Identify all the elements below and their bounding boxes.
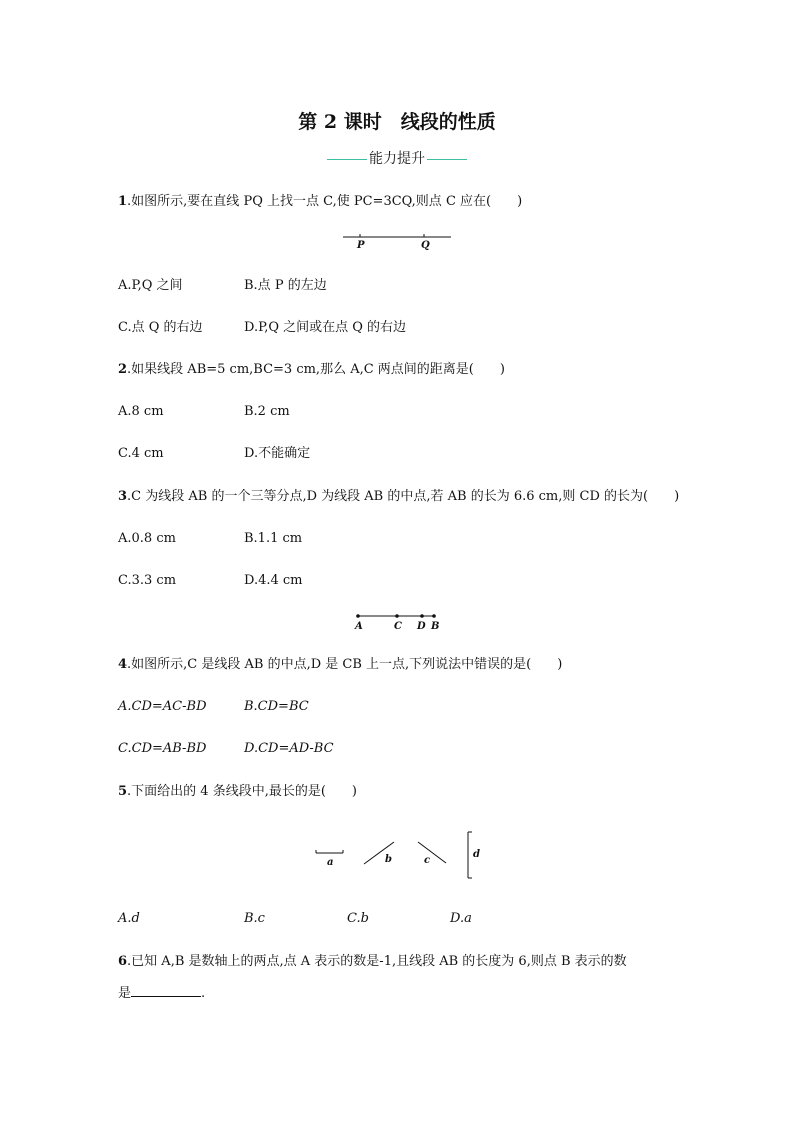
label-q: Q: [421, 240, 430, 251]
label-c: C: [394, 621, 402, 632]
question-1-option-c[interactable]: C.点 Q 的右边: [118, 320, 203, 335]
question-5-stem: [118, 784, 357, 800]
question-number: 2: [118, 362, 128, 377]
figure-segment-acdb: [352, 610, 447, 632]
question-5-option-a[interactable]: A.d: [118, 911, 140, 926]
point-c: [395, 614, 399, 618]
question-2-option-d[interactable]: D.不能确定: [244, 446, 311, 461]
question-6-stem-continued: 是 .: [118, 986, 206, 1001]
label-p: P: [357, 240, 365, 251]
question-number: 5: [118, 784, 128, 799]
question-5-option-d[interactable]: D.a: [450, 911, 472, 926]
question-text: .如果线段 AB=5 cm,BC=3 cm,那么 A,C 两点间的距离是( ): [127, 362, 505, 377]
point-a: [356, 614, 360, 618]
question-3-option-b[interactable]: B.1.1 cm: [244, 531, 303, 546]
question-4-option-c[interactable]: C.CD=AB-BD: [118, 741, 207, 756]
left-rule: [327, 159, 367, 160]
page-title: 第 2 课时 线段的性质: [298, 111, 496, 133]
question-2-option-c[interactable]: C.4 cm: [118, 446, 164, 461]
figure-line-pq: [340, 230, 455, 250]
question-4-stem: [118, 657, 562, 673]
label-a: A: [355, 621, 363, 632]
segment-c: [418, 842, 446, 863]
question-text: .下面给出的 4 条线段中,最长的是( ): [127, 784, 357, 799]
section-subtitle-text: 能力提升: [369, 151, 425, 167]
question-text: .C 为线段 AB 的一个三等分点,D 为线段 AB 的中点,若 AB 的长为 6.6 cm,则 CD 的长为( ): [127, 489, 680, 504]
label-a: a: [327, 857, 334, 868]
question-2-option-a[interactable]: A.8 cm: [118, 404, 164, 419]
question-1-option-a[interactable]: A.P,Q 之间: [118, 278, 183, 293]
question-4-option-d[interactable]: D.CD=AD-BC: [244, 741, 334, 756]
question-5-option-c[interactable]: C.b: [347, 911, 369, 926]
figure-four-segments: [310, 828, 490, 883]
question-text: .已知 A,B 是数轴上的两点,点 A 表示的数是-1,且线段 AB 的长度为 6,则点 B 表示的数: [127, 954, 627, 969]
question-4-option-b[interactable]: B.CD=BC: [244, 699, 309, 714]
section-subtitle: [0, 150, 794, 168]
question-number: 3: [118, 489, 128, 504]
question-1-stem: [118, 194, 522, 210]
question-4-option-a[interactable]: A.CD=AC-BD: [118, 699, 207, 714]
answer-blank[interactable]: [131, 984, 201, 997]
label-b: B: [431, 621, 440, 632]
question-6-stem: [118, 954, 627, 970]
question-2-stem: [118, 362, 505, 378]
label-b: b: [385, 854, 392, 865]
right-rule: [427, 159, 467, 160]
question-number: 6: [118, 954, 128, 969]
question-1-option-b[interactable]: B.点 P 的左边: [244, 278, 327, 293]
question-3-option-a[interactable]: A.0.8 cm: [118, 531, 176, 546]
point-d: [420, 614, 424, 618]
question-text: .如图所示,C 是线段 AB 的中点,D 是 CB 上一点,下列说法中错误的是( ): [127, 657, 563, 672]
point-b: [432, 614, 436, 618]
label-d: D: [417, 621, 426, 632]
question-text: .如图所示,要在直线 PQ 上找一点 C,使 PC=3CQ,则点 C 应在( ): [127, 194, 523, 209]
label-d: d: [473, 849, 480, 860]
question-2-option-b[interactable]: B.2 cm: [244, 404, 290, 419]
question-3-stem: [118, 489, 679, 505]
question-3-option-d[interactable]: D.4.4 cm: [244, 573, 303, 588]
question-3-option-c[interactable]: C.3.3 cm: [118, 573, 177, 588]
question-number: 4: [118, 657, 128, 672]
label-c: c: [424, 855, 431, 866]
question-5-option-b[interactable]: B.c: [244, 911, 265, 926]
question-1-option-d[interactable]: D.P,Q 之间或在点 Q 的右边: [244, 320, 407, 335]
question-text-continued: 是: [118, 986, 132, 1001]
question-number: 1: [118, 194, 128, 209]
